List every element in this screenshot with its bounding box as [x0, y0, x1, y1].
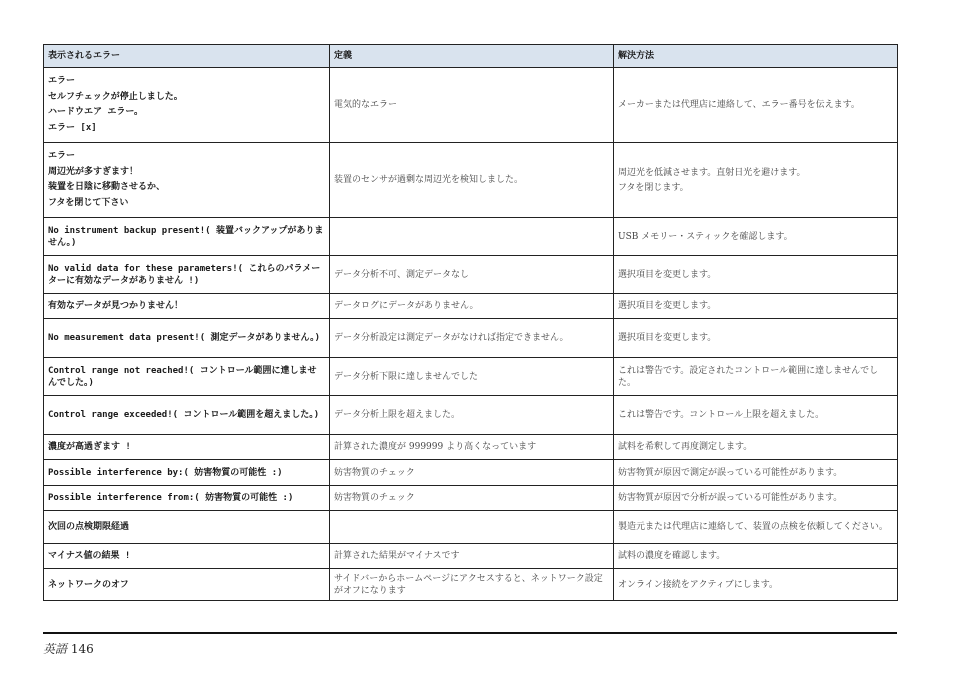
error-line: セルフチェックが停止しました。	[48, 91, 183, 102]
footer-language: 英語	[43, 642, 68, 656]
definition-cell: データログにデータがありません。	[330, 294, 614, 319]
footer-divider	[43, 632, 897, 634]
error-cell: 濃度が高過ぎます !	[44, 435, 330, 460]
definition-cell: 計算された結果がマイナスです	[330, 544, 614, 569]
error-line: エラー	[48, 76, 76, 86]
page-footer	[43, 640, 94, 657]
definition-cell: データ分析不可、測定データなし	[330, 256, 614, 294]
solution-cell: 選択項目を変更します。	[614, 256, 898, 294]
error-line: エラー [x]	[48, 122, 97, 133]
error-cell	[44, 143, 330, 218]
table-row	[44, 396, 898, 435]
table-row	[44, 256, 898, 294]
definition-cell: サイドバーからホームページにアクセスすると、ネットワーク設定がオフになります	[330, 569, 614, 601]
table-row	[44, 294, 898, 319]
solution-cell: 妨害物質が原因で分析が誤っている可能性があります。	[614, 486, 898, 511]
solution-cell: 選択項目を変更します。	[614, 294, 898, 319]
error-cell: No instrument backup present!( 装置バックアップがありません。)	[44, 218, 330, 256]
table-row	[44, 68, 898, 143]
error-line: ハードウエア エラー。	[48, 107, 144, 117]
table-row	[44, 544, 898, 569]
table-header-row	[44, 45, 898, 68]
error-cell: 次回の点検期限経過	[44, 511, 330, 544]
definition-cell	[330, 218, 614, 256]
solution-line: 周辺光を低減させます。直射日光を避けます。	[618, 167, 806, 178]
table-row	[44, 486, 898, 511]
table-row	[44, 435, 898, 460]
definition-cell: データ分析上限を超えました。	[330, 396, 614, 435]
error-cell: マイナス値の結果 !	[44, 544, 330, 569]
header-error: 表示されるエラー	[44, 45, 330, 68]
solution-cell: 試料を希釈して再度測定します。	[614, 435, 898, 460]
definition-cell: 妨害物質のチェック	[330, 460, 614, 486]
solution-line: フタを閉じます。	[618, 182, 689, 193]
definition-cell: 計算された濃度が 999999 より高くなっています	[330, 435, 614, 460]
solution-cell: メーカーまたは代理店に連絡して、エラー番号を伝えます。	[614, 68, 898, 143]
error-cell: Control range not reached!( コントロール範囲に達しませんでした。)	[44, 358, 330, 396]
table-row	[44, 143, 898, 218]
error-line: エラー	[48, 151, 76, 161]
solution-cell: これは警告です。コントロール上限を超えました。	[614, 396, 898, 435]
solution-cell: オンライン接続をアクティブにします。	[614, 569, 898, 601]
solution-cell: 試料の濃度を確認します。	[614, 544, 898, 569]
header-definition: 定義	[330, 45, 614, 68]
table-row	[44, 460, 898, 486]
error-cell: Possible interference from:( 妨害物質の可能性 :)	[44, 486, 330, 511]
definition-cell: 装置のセンサが過剰な周辺光を検知しました。	[330, 143, 614, 218]
error-cell: Possible interference by:( 妨害物質の可能性 :)	[44, 460, 330, 486]
table-row	[44, 319, 898, 358]
error-cell: ネットワークのオフ	[44, 569, 330, 601]
page-number: 146	[70, 642, 94, 656]
error-line: 装置を日陰に移動させるか、	[48, 182, 166, 192]
table-row	[44, 358, 898, 396]
error-cell: Control range exceeded!( コントロール範囲を超えました。)	[44, 396, 330, 435]
table-row	[44, 511, 898, 544]
solution-cell: USB メモリー・スティックを確認します。	[614, 218, 898, 256]
solution-cell: 選択項目を変更します。	[614, 319, 898, 358]
table-row	[44, 218, 898, 256]
solution-cell: これは警告です。設定されたコントロール範囲に達しませんでした。	[614, 358, 898, 396]
definition-cell	[330, 511, 614, 544]
solution-cell	[614, 143, 898, 218]
definition-cell: データ分析下限に達しませんでした	[330, 358, 614, 396]
error-cell: No measurement data present!( 測定データがありません。)	[44, 319, 330, 358]
error-line: 周辺光が多すぎます！	[48, 166, 139, 177]
error-table	[43, 44, 898, 601]
definition-cell: 電気的なエラー	[330, 68, 614, 143]
table-row	[44, 569, 898, 601]
solution-cell: 妨害物質が原因で測定が誤っている可能性があります。	[614, 460, 898, 486]
error-cell	[44, 68, 330, 143]
header-solution: 解決方法	[614, 45, 898, 68]
solution-cell: 製造元または代理店に連絡して、装置の点検を依頼してください。	[614, 511, 898, 544]
error-cell: No valid data for these parameters!( これらのパラメーターに有効なデータがありません !)	[44, 256, 330, 294]
error-cell: 有効なデータが見つかりません！	[44, 294, 330, 319]
error-line: フタを閉じて下さい	[48, 197, 129, 208]
definition-cell: 妨害物質のチェック	[330, 486, 614, 511]
definition-cell: データ分析設定は測定データがなければ指定できません。	[330, 319, 614, 358]
